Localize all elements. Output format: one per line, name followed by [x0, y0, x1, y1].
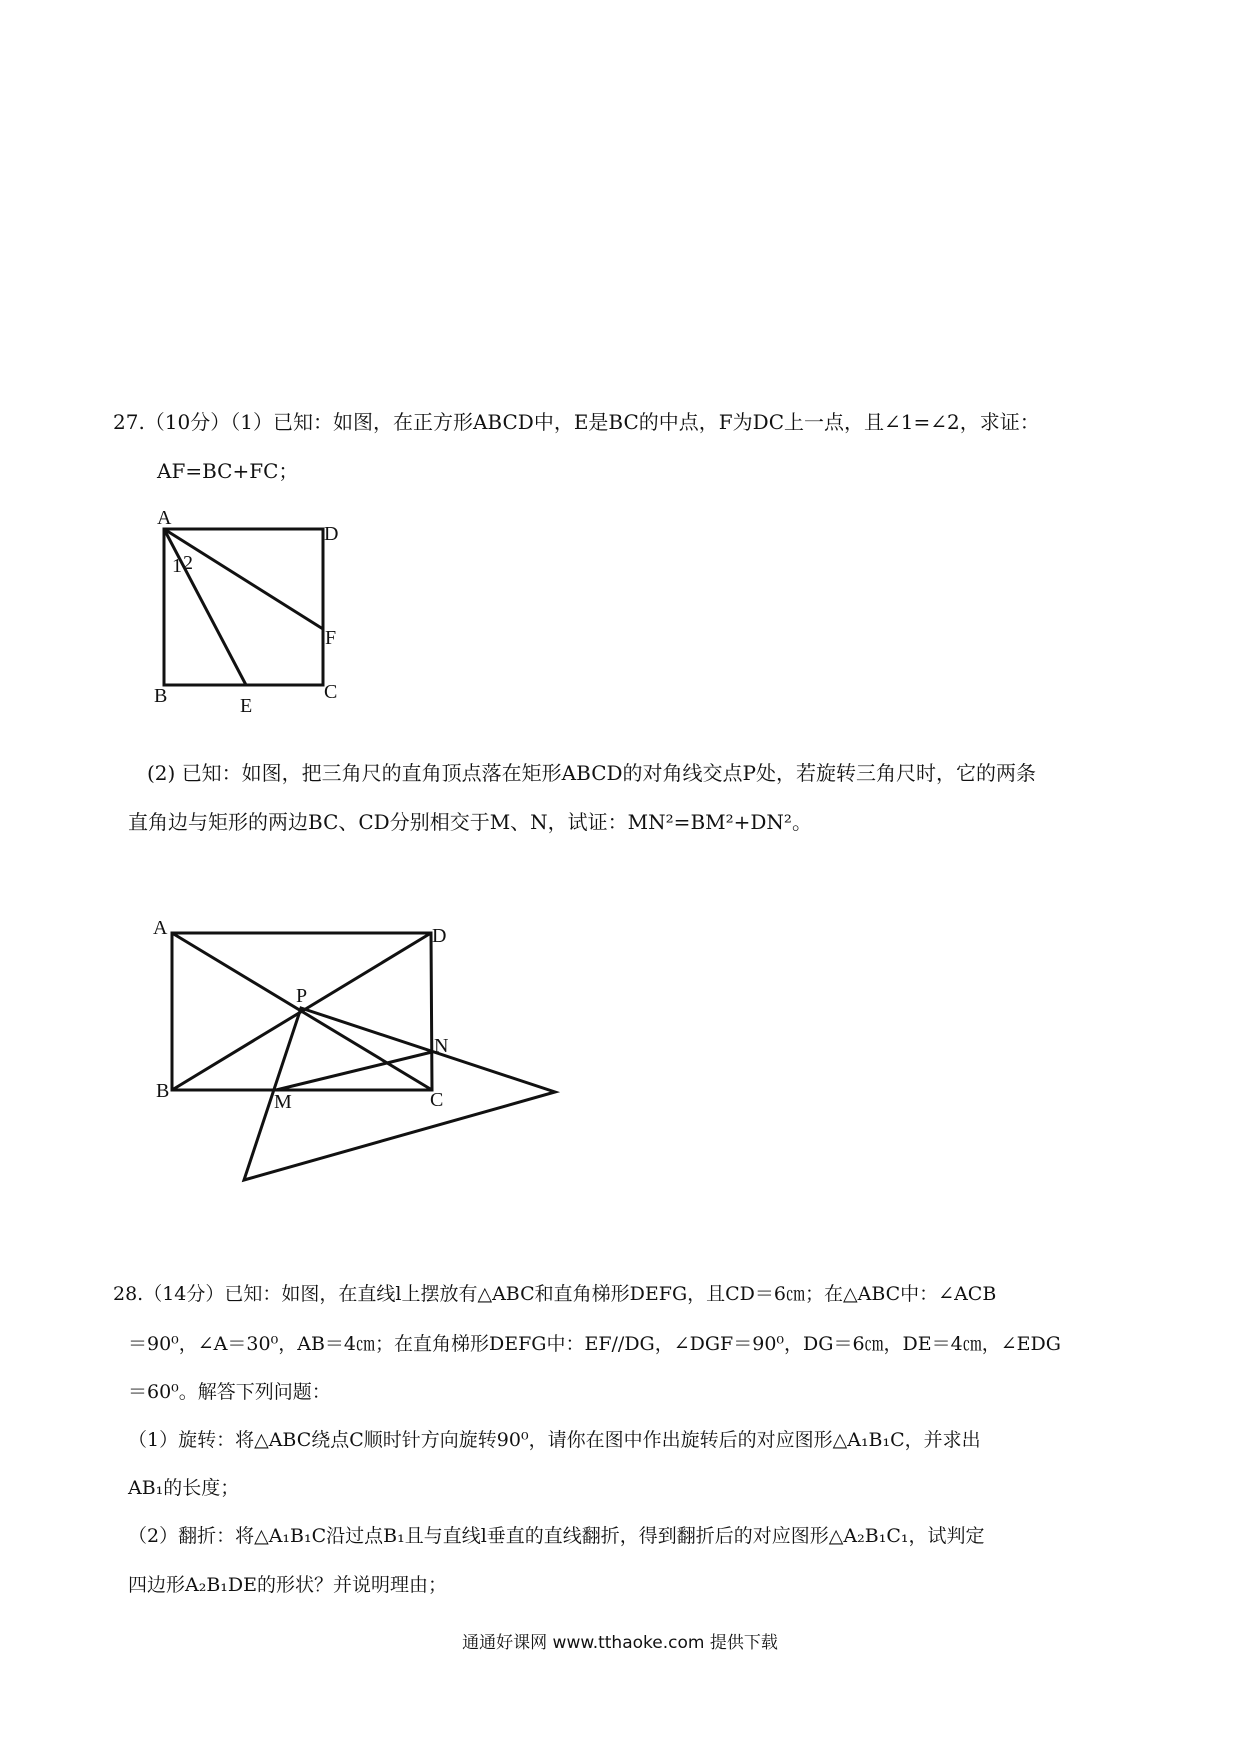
label-p: P [296, 985, 308, 1007]
q27-line2: AF=BC+FC； [157, 459, 299, 483]
q27-line1: 27.（10分）（1）已知：如图，在正方形ABCD中，E是BC的中点，F为DC上一点，且∠1=∠2，求证： [113, 410, 1040, 434]
label-f: F [325, 627, 337, 649]
label-c: C [324, 681, 338, 703]
label-b2: B [156, 1080, 170, 1102]
segment-af [164, 529, 323, 629]
label-a: A [157, 507, 172, 529]
label-e: E [240, 695, 253, 717]
label-a2: A [153, 917, 168, 939]
q28-line2: ＝90⁰，∠A＝30⁰，AB＝4㎝；在直角梯形DEFG中：EF//DG，∠DGF＝90⁰，DG＝6㎝，DE＝4㎝，∠EDG [128, 1333, 1061, 1355]
q28-line4: （1）旋转：将△ABC绕点C顺时针方向旋转90⁰，请你在图中作出旋转后的对应图形△A₁B₁C，并求出 [128, 1429, 981, 1451]
label-n: N [434, 1035, 449, 1057]
page-footer: 通通好课网 www.tthaoke.com 提供下载 [462, 1633, 778, 1653]
q28-line7: 四边形A₂B₁DE的形状？并说明理由； [128, 1574, 448, 1596]
q27-part2-line2: 直角边与矩形的两边BC、CD分别相交于M、N，试证：MN²=BM²+DN²。 [128, 810, 812, 834]
label-d2: D [432, 925, 447, 947]
q28-line1: 28.（14分）已知：如图，在直线l上摆放有△ABC和直角梯形DEFG，且CD＝6㎝；在△ABC中：∠ACB [113, 1283, 997, 1305]
label-b: B [154, 685, 168, 707]
label-angle-2: 2 [183, 552, 193, 574]
segment-ae [164, 529, 246, 685]
q28-line6: （2）翻折：将△A₁B₁C沿过点B₁且与直线l垂直的直线翻折，得到翻折后的对应图形△A₂B₁C₁，试判定 [128, 1525, 985, 1547]
segment-mn [276, 1052, 432, 1090]
label-d: D [324, 523, 339, 545]
q28-line5: AB₁的长度； [128, 1477, 240, 1499]
q27-part2-line1: (2) 已知：如图，把三角尺的直角顶点落在矩形ABCD的对角线交点P处，若旋转三角尺时，它的两条 [147, 761, 1036, 785]
label-c2: C [430, 1089, 444, 1111]
q28-line3: ＝60⁰。解答下列问题： [128, 1381, 331, 1403]
label-angle-1: 1 [172, 555, 182, 577]
label-m: M [274, 1091, 292, 1113]
